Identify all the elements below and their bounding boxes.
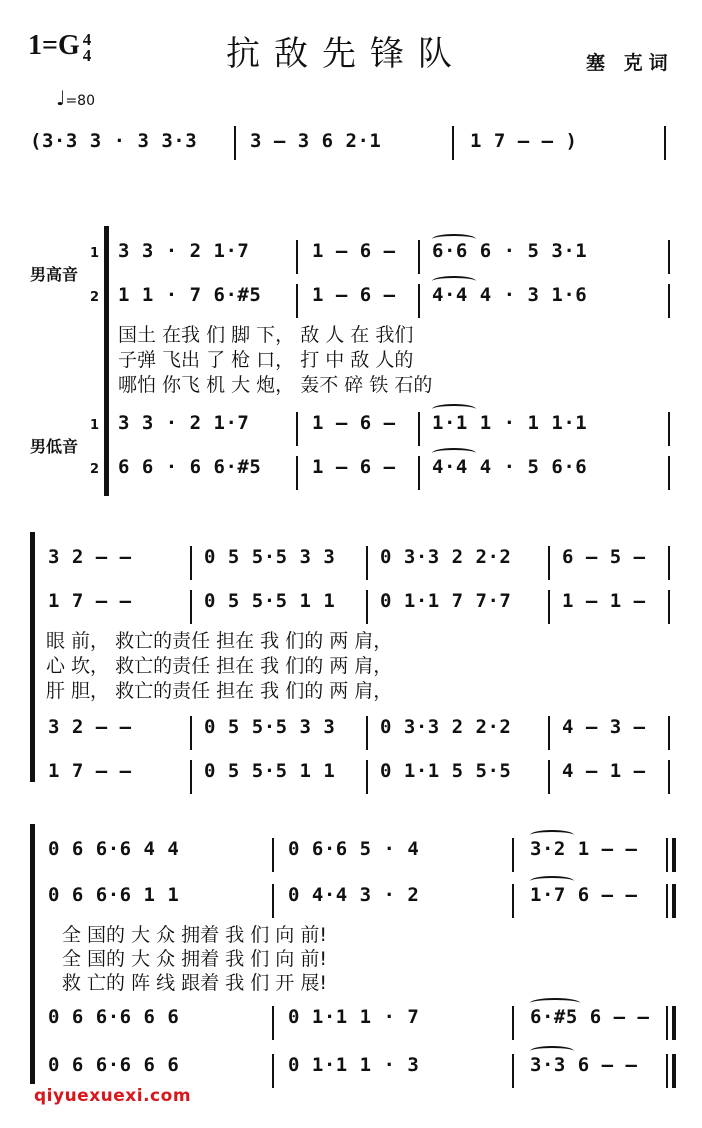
measure: 1 — 6 — xyxy=(312,240,396,262)
measure: 0 6 6·6 1 1 xyxy=(48,884,180,906)
barline xyxy=(418,456,420,490)
barline xyxy=(668,240,670,274)
measure: 1 — 1 — xyxy=(562,590,646,612)
slur xyxy=(530,830,574,840)
measure: 0 6·6 5 · 4 xyxy=(288,838,420,860)
barline xyxy=(296,284,298,318)
barline xyxy=(366,590,368,624)
barline xyxy=(664,126,666,160)
barline xyxy=(234,126,236,160)
final-barline xyxy=(672,838,676,872)
tenor2-line xyxy=(0,884,702,914)
barline xyxy=(668,284,670,318)
barline xyxy=(668,546,670,580)
intro-measure-1: (3·3 3 · 3 3·3 xyxy=(30,130,198,152)
measure: 0 5 5·5 1 1 xyxy=(204,590,336,612)
barline xyxy=(512,838,514,872)
part-number: 2 xyxy=(90,290,100,305)
measure: 0 5 5·5 1 1 xyxy=(204,760,336,782)
barline xyxy=(548,590,550,624)
measure: 4·4 4 · 3 1·6 xyxy=(432,284,588,306)
bass2-line xyxy=(0,456,702,486)
slur xyxy=(530,876,574,886)
measure: 0 3·3 2 2·2 xyxy=(380,716,512,738)
measure: 1 — 6 — xyxy=(312,284,396,306)
barline xyxy=(296,412,298,446)
barline xyxy=(418,284,420,318)
barline xyxy=(512,1006,514,1040)
barline xyxy=(272,1006,274,1040)
barline xyxy=(666,884,668,918)
barline xyxy=(366,716,368,750)
measure: 3 2 — — xyxy=(48,546,132,568)
final-barline xyxy=(672,1054,676,1088)
bass1-line xyxy=(0,412,702,442)
tenor2-line xyxy=(0,284,702,314)
barline xyxy=(548,760,550,794)
part-number: 1 xyxy=(90,418,100,433)
barline xyxy=(666,838,668,872)
final-barline xyxy=(672,884,676,918)
measure: 0 6 6·6 6 6 xyxy=(48,1054,180,1076)
bass1-line xyxy=(0,1006,702,1036)
barline xyxy=(366,760,368,794)
slur xyxy=(432,448,476,458)
site-watermark: qiyuexuexi.com xyxy=(34,1086,192,1106)
intro-line xyxy=(0,130,702,160)
measure: 4 — 1 — xyxy=(562,760,646,782)
measure: 0 1·1 1 · 7 xyxy=(288,1006,420,1028)
barline xyxy=(190,716,192,750)
tenor1-line xyxy=(0,838,702,868)
bass1-line xyxy=(0,716,702,746)
final-barline xyxy=(672,1006,676,1040)
measure: 6·6 6 · 5 3·1 xyxy=(432,240,588,262)
barline xyxy=(548,546,550,580)
measure: 1·1 1 · 1 1·1 xyxy=(432,412,588,434)
voice-label-bass: 男低音 xyxy=(30,437,79,456)
measure: 3 2 — — xyxy=(48,716,132,738)
measure: 4 — 3 — xyxy=(562,716,646,738)
measure: 1 — 6 — xyxy=(312,412,396,434)
barline xyxy=(418,412,420,446)
measure: 1 — 6 — xyxy=(312,456,396,478)
barline xyxy=(668,412,670,446)
barline xyxy=(666,1006,668,1040)
part-number: 1 xyxy=(90,246,100,261)
song-title: 抗敌先锋队 xyxy=(226,34,466,74)
part-number: 2 xyxy=(90,462,100,477)
barline xyxy=(512,884,514,918)
slur xyxy=(530,1046,574,1056)
slur xyxy=(432,234,476,244)
barline xyxy=(190,760,192,794)
barline xyxy=(512,1054,514,1088)
barline xyxy=(190,590,192,624)
measure: 0 3·3 2 2·2 xyxy=(380,546,512,568)
measure: 6 — 5 — xyxy=(562,546,646,568)
slur xyxy=(530,998,580,1008)
bass2-line xyxy=(0,760,702,790)
barline xyxy=(668,760,670,794)
measure: 1·7 6 — — xyxy=(530,884,638,906)
measure: 0 1·1 7 7·7 xyxy=(380,590,512,612)
barline xyxy=(668,590,670,624)
tempo-marking: ♩=80 xyxy=(56,86,95,110)
measure: 0 4·4 3 · 2 xyxy=(288,884,420,906)
voice-label-tenor: 男高音 xyxy=(30,265,79,284)
bass2-line xyxy=(0,1054,702,1084)
barline xyxy=(668,456,670,490)
barline xyxy=(272,838,274,872)
measure: 4·4 4 · 5 6·6 xyxy=(432,456,588,478)
barline xyxy=(272,1054,274,1088)
measure: 3·2 1 — — xyxy=(530,838,638,860)
barline xyxy=(272,884,274,918)
measure: 0 1·1 1 · 3 xyxy=(288,1054,420,1076)
barline xyxy=(548,716,550,750)
barline xyxy=(668,716,670,750)
barline xyxy=(366,546,368,580)
intro-measure-3: 1 7 — — ) xyxy=(470,130,578,152)
measure: 0 5 5·5 3 3 xyxy=(204,716,336,738)
measure: 0 6 6·6 6 6 xyxy=(48,1006,180,1028)
measure: 6·#5 6 — — xyxy=(530,1006,650,1028)
tenor1-line xyxy=(0,240,702,270)
barline xyxy=(666,1054,668,1088)
intro-measure-2: 3 — 3 6 2·1 xyxy=(250,130,382,152)
tenor2-line xyxy=(0,590,702,620)
measure: 3 3 · 2 1·7 xyxy=(118,240,250,262)
measure: 0 5 5·5 3 3 xyxy=(204,546,336,568)
quarter-note-icon: ♩ xyxy=(56,86,66,110)
lyricist-credit: 塞 克词 xyxy=(586,52,674,74)
barline xyxy=(452,126,454,160)
barline xyxy=(296,240,298,274)
measure: 3·3 6 — — xyxy=(530,1054,638,1076)
time-signature: 4 4 xyxy=(82,29,92,65)
measure: 1 7 — — xyxy=(48,590,132,612)
barline xyxy=(418,240,420,274)
barline xyxy=(190,546,192,580)
measure: 0 6 6·6 4 4 xyxy=(48,838,180,860)
measure: 6 6 · 6 6·#5 xyxy=(118,456,262,478)
slur xyxy=(432,404,476,414)
barline xyxy=(296,456,298,490)
measure: 0 1·1 5 5·5 xyxy=(380,760,512,782)
measure: 1 1 · 7 6·#5 xyxy=(118,284,262,306)
tenor1-line xyxy=(0,546,702,576)
measure: 3 3 · 2 1·7 xyxy=(118,412,250,434)
key-signature: 1=G 4 4 xyxy=(28,29,92,65)
measure: 1 7 — — xyxy=(48,760,132,782)
slur xyxy=(432,276,476,286)
